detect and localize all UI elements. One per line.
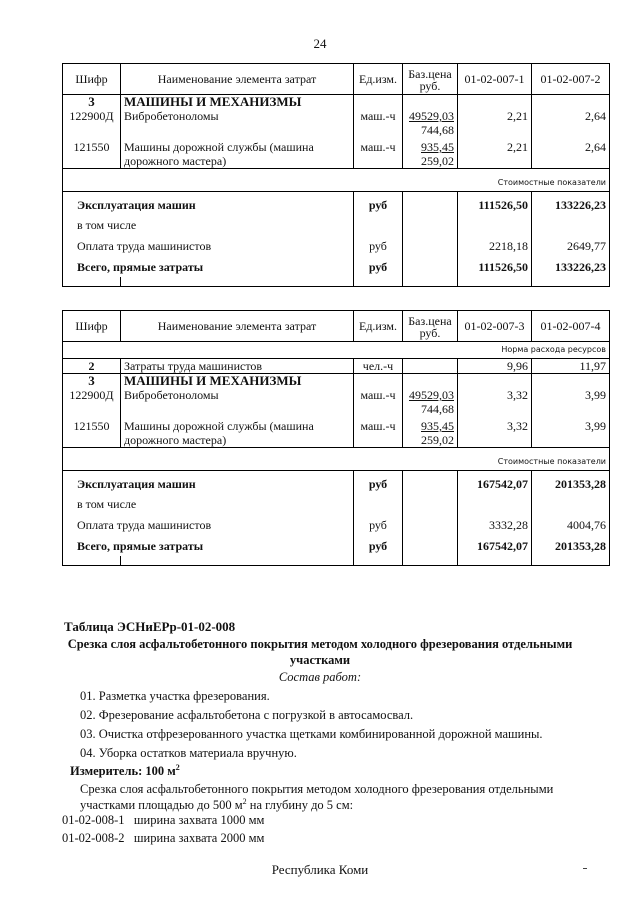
header-unit: Ед.изм. <box>354 311 403 342</box>
row-name: Вибробетоноломы <box>121 109 354 137</box>
header-unit: Ед.изм. <box>354 64 403 95</box>
summary-name: Всего, прямые затраты <box>63 536 354 556</box>
summary-value-2: 201353,28 <box>532 471 610 495</box>
norma-label: Норма расхода ресурсов <box>63 342 610 359</box>
page-number: 24 <box>313 36 327 51</box>
table-title: Таблица ЭСНиЕРр-01-02-008 <box>64 619 236 634</box>
summary-value-1: 167542,07 <box>458 471 532 495</box>
summary-unit: руб <box>354 536 403 556</box>
row-code: 122900Д <box>63 388 121 416</box>
summary-name: Эксплуатация машин <box>63 192 354 216</box>
summary-value-1: 3332,28 <box>458 515 532 536</box>
code-line <box>62 831 264 846</box>
section-title: МАШИНЫ И МЕХАНИЗМЫ <box>121 374 354 389</box>
summary-unit: руб <box>354 257 403 277</box>
row-value-1: 3,32 <box>458 388 532 416</box>
description-line-2: участками площадью до 500 $м^2$ на глубину до 5 см: <box>80 797 354 813</box>
code-text: ширина захвата 2000 мм <box>133 831 265 845</box>
row-name: Машины дорожной службы (машина дорожного мастера) <box>121 137 354 169</box>
work-step: 02. Фрезерование асфальтобетона с погрузкой в автосамосвал. <box>80 708 414 722</box>
composition-title: Состав работ: <box>278 670 362 684</box>
section-number: 3 <box>63 374 121 389</box>
summary-value-2: 201353,28 <box>532 536 610 556</box>
code-line <box>62 813 264 828</box>
summary-unit: руб <box>354 515 403 536</box>
summary-name: Оплата труда машинистов <box>63 236 354 257</box>
header-name: Наименование элемента затрат <box>121 311 354 342</box>
row-value-2: 3,99 <box>532 416 610 448</box>
header-col1: 01-02-007-1 <box>458 64 532 95</box>
header-code: Шифр <box>63 311 121 342</box>
header-base-price: Баз.цена руб. <box>403 64 458 95</box>
work-step: 01. Разметка участка фрезерования. <box>80 689 270 703</box>
row-code: 122900Д <box>63 109 121 137</box>
summary-unit: руб <box>354 471 403 495</box>
code-text: ширина захвата 1000 мм <box>133 813 265 827</box>
section-heading-line-1: Срезка слоя асфальтобетонного покрытия методом холодного фрезерования отдельными <box>67 637 573 651</box>
scan-mark <box>583 868 587 869</box>
section-heading-line-2: участками <box>289 653 351 667</box>
row-value-1: 2,21 <box>458 109 532 137</box>
labor-value-1: 9,96 <box>458 359 532 374</box>
summary-value-2: 2649,77 <box>532 236 610 257</box>
labor-unit: чел.-ч <box>354 359 403 374</box>
summary-value-2: 133226,23 <box>532 257 610 277</box>
row-value-1: 3,32 <box>458 416 532 448</box>
row-price: 935,45 259,02 <box>403 137 458 169</box>
row-price: 49529,03 744,68 <box>403 109 458 137</box>
labor-number: 2 <box>63 359 121 374</box>
work-step: 03. Очистка отфрезерованного участка щетками комбинированной дорожной машины. <box>80 727 543 741</box>
summary-name: Оплата труда машинистов <box>63 515 354 536</box>
labor-value-2: 11,97 <box>532 359 610 374</box>
summary-value-1: 2218,18 <box>458 236 532 257</box>
summary-unit: руб <box>354 192 403 216</box>
row-unit: маш.-ч <box>354 109 403 137</box>
summary-name: в том числе <box>63 215 354 236</box>
header-base-price: Баз.цена руб. <box>403 311 458 342</box>
code-number: 01-02-008-1 <box>62 813 125 827</box>
header-col1: 01-02-007-3 <box>458 311 532 342</box>
header-name: Наименование элемента затрат <box>121 64 354 95</box>
description-line-1: Срезка слоя асфальтобетонного покрытия методом холодного фрезерования отдельными <box>80 782 554 796</box>
summary-value-1: 167542,07 <box>458 536 532 556</box>
code-number: 01-02-008-2 <box>62 831 125 845</box>
summary-value-1: 111526,50 <box>458 257 532 277</box>
cost-indicators-label: Стоимостные показатели <box>63 448 610 471</box>
row-unit: маш.-ч <box>354 137 403 169</box>
row-value-2: 2,64 <box>532 137 610 169</box>
summary-value-1: 111526,50 <box>458 192 532 216</box>
meter-label: Измеритель: 100 $м^2$ <box>70 763 180 779</box>
row-code: 121550 <box>63 137 121 169</box>
section-title: МАШИНЫ И МЕХАНИЗМЫ <box>121 95 354 110</box>
row-price: 49529,03 744,68 <box>403 388 458 416</box>
summary-name: Эксплуатация машин <box>63 471 354 495</box>
row-unit: маш.-ч <box>354 416 403 448</box>
header-col2: 01-02-007-2 <box>532 64 610 95</box>
row-unit: маш.-ч <box>354 388 403 416</box>
summary-name: Всего, прямые затраты <box>63 257 354 277</box>
row-value-1: 2,21 <box>458 137 532 169</box>
labor-name: Затраты труда машинистов <box>121 359 354 374</box>
summary-value-2: 133226,23 <box>532 192 610 216</box>
header-code: Шифр <box>63 64 121 95</box>
summary-name: в том числе <box>63 494 354 515</box>
row-price: 935,45 259,02 <box>403 416 458 448</box>
page-footer: Республика Коми <box>271 862 369 877</box>
row-value-2: 2,64 <box>532 109 610 137</box>
row-code: 121550 <box>63 416 121 448</box>
summary-value-2: 4004,76 <box>532 515 610 536</box>
row-value-2: 3,99 <box>532 388 610 416</box>
work-step: 04. Уборка остатков материала вручную. <box>80 746 297 760</box>
row-name: Машины дорожной службы (машина дорожного мастера) <box>121 416 354 448</box>
row-name: Вибробетоноломы <box>121 388 354 416</box>
section-number: 3 <box>63 95 121 110</box>
header-col2: 01-02-007-4 <box>532 311 610 342</box>
summary-unit: руб <box>354 236 403 257</box>
cost-indicators-label: Стоимостные показатели <box>63 169 610 192</box>
